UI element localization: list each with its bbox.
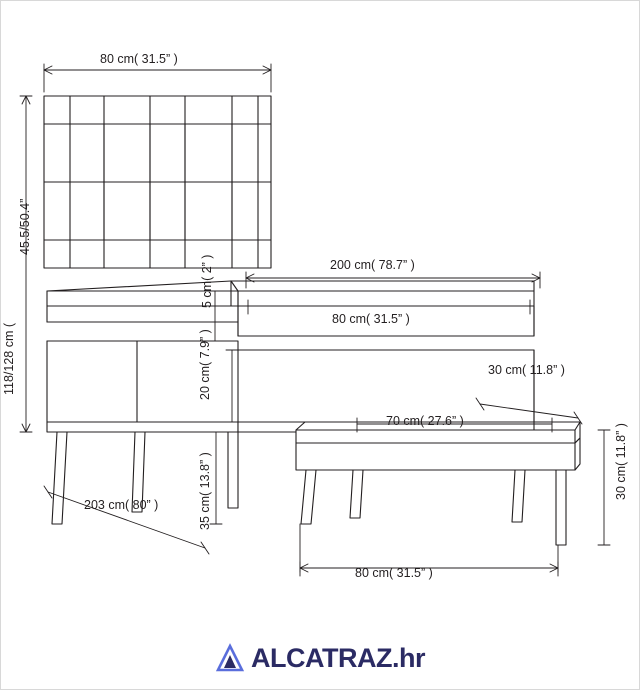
- dim-headboard-height: 45.5/50.4”: [18, 198, 32, 255]
- dim-base-height: 20 cm( 7.9” ): [198, 329, 212, 400]
- brand-suffix: .hr: [391, 642, 425, 673]
- headboard: [44, 96, 271, 268]
- brand-name: [251, 643, 425, 674]
- dim-headboard-width: 80 cm( 31.5” ): [100, 52, 178, 66]
- dim-bench-height: 30 cm( 11.8” ): [614, 423, 628, 500]
- brand-name-text: ALCATRAZ: [251, 642, 392, 673]
- dim-bench-top-width: 70 cm( 27.6” ): [386, 414, 464, 428]
- dim-leg-height: 35 cm( 13.8” ): [198, 452, 212, 530]
- dim-mattress-thickness: 5 cm( 2” ): [200, 254, 214, 308]
- footstool: [296, 422, 580, 545]
- dim-total-height: 118/128 cm (: [2, 322, 16, 395]
- mattress: [47, 291, 534, 336]
- dim-bench-depth: 30 cm( 11.8” ): [488, 363, 565, 377]
- dim-bench-width: 80 cm( 31.5” ): [355, 566, 433, 580]
- dim-bed-length: 200 cm( 78.7” ): [330, 258, 415, 272]
- brand-footer: [0, 636, 640, 680]
- dim-bed-depth: 203 cm( 80” ): [84, 498, 159, 512]
- alcatraz-triangle-logo-icon: [215, 643, 245, 673]
- dim-mattress-width: 80 cm( 31.5” ): [332, 312, 410, 326]
